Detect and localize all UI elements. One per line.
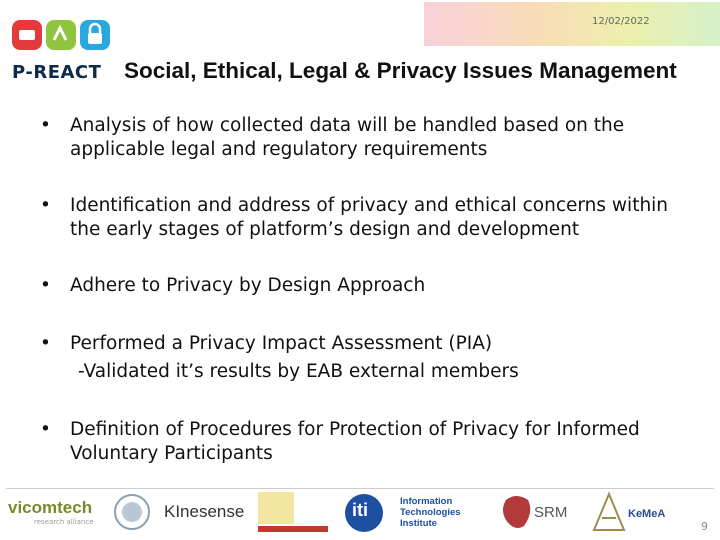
logo-icons xyxy=(10,16,110,56)
bullet-text: Adhere to Privacy by Design Approach xyxy=(70,275,426,296)
vicomtech-tagline: research alliance xyxy=(34,518,94,526)
bullet-dot: • xyxy=(40,195,51,216)
slide-date: 12/02/2022 xyxy=(592,16,650,27)
vicomtech-wordmark: vicomtech xyxy=(8,498,93,517)
p-react-logo xyxy=(8,14,118,84)
date-band xyxy=(424,2,720,46)
bullet-dot: • xyxy=(40,275,51,296)
srm-map-icon xyxy=(500,492,534,532)
logo-text: P-REACT xyxy=(12,62,102,83)
bullet-text: Performed a Privacy Impact Assessment (PIA) xyxy=(70,333,493,354)
partner-logos xyxy=(4,490,694,538)
iti-logo xyxy=(344,490,464,536)
bullet-text: Definition of Procedures for Protection of Privacy for Informed Voluntary Participants xyxy=(70,419,640,464)
vicomtech-logo xyxy=(8,490,108,536)
kemea-logo xyxy=(592,490,676,536)
kinesense-wordmark: KInesense xyxy=(164,502,245,521)
pn-logo-icon xyxy=(256,490,332,536)
iti-wordmark: iti xyxy=(352,500,368,520)
bullet-dot: • xyxy=(40,333,51,354)
srm-logo xyxy=(500,490,570,536)
university-seal-icon xyxy=(112,490,152,536)
kemea-emblem-icon xyxy=(592,490,626,532)
srm-wordmark: SRM xyxy=(534,504,568,521)
page-number: 9 xyxy=(701,520,708,533)
bullet-text: Analysis of how collected data will be handled based on the applicable legal and regulatory requirements xyxy=(70,115,625,160)
bullet-dot: • xyxy=(40,115,51,136)
slide-title: Social, Ethical, Legal & Privacy Issues Management xyxy=(124,58,677,83)
iti-name: Information Technologies Institute xyxy=(400,496,461,529)
bullet-dot: • xyxy=(40,419,51,440)
bullet-subtext: -Validated it’s results by EAB external members xyxy=(78,361,519,382)
bullet-text: Identification and address of privacy and ethical concerns within the early stages of platform’s design and development xyxy=(70,195,669,240)
kemea-wordmark: KeMeA xyxy=(628,508,666,520)
footer-divider xyxy=(6,488,714,489)
kinesense-logo xyxy=(164,490,250,536)
